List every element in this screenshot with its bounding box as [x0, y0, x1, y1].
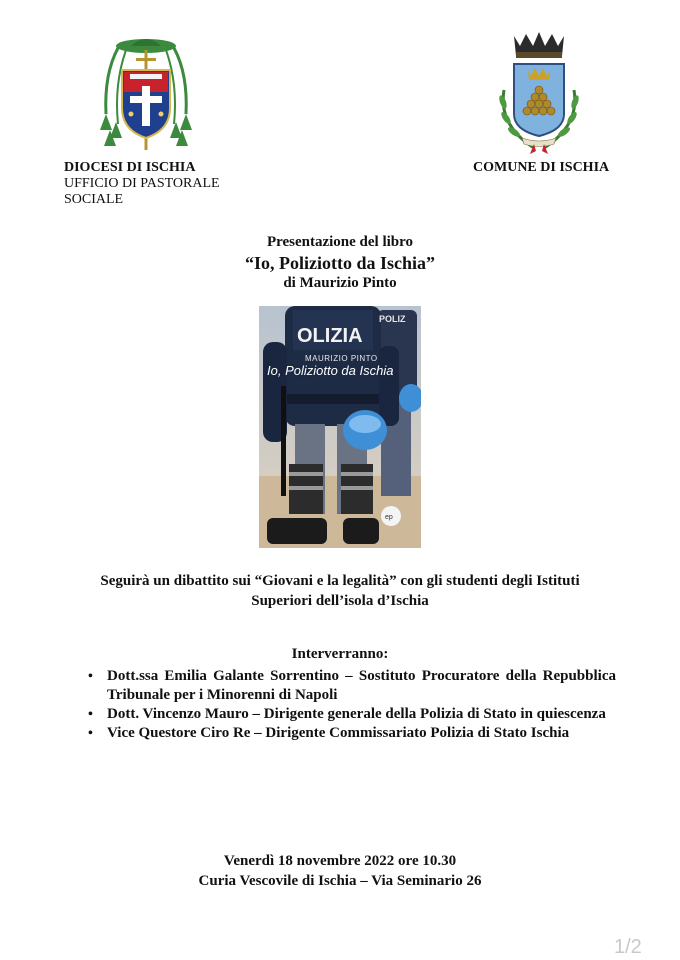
event-location: Curia Vescovile di Ischia – Via Seminario 26	[198, 873, 482, 889]
book-cover	[259, 306, 421, 548]
debate-line2: Superiori dell’isola d’Ischia	[251, 593, 429, 609]
diocese-coat-of-arms	[96, 34, 196, 152]
list-item: • Vice Questore Ciro Re – Dirigente Commissariato Polizia di Stato Ischia	[90, 724, 616, 743]
speakers-list	[90, 667, 616, 743]
presentation-title	[0, 233, 680, 293]
cover-author: MAURIZIO PINTO	[305, 354, 378, 363]
event-details	[0, 851, 680, 891]
debate-announcement	[0, 571, 680, 611]
book-title: “Io, Poliziotto da Ischia”	[244, 253, 435, 273]
svg-text:ep: ep	[385, 514, 393, 521]
comune-name: COMUNE DI ISCHIA	[473, 160, 610, 175]
book-author: di Maurizio Pinto	[283, 275, 397, 291]
vest-lettering-background: POLIZ	[379, 314, 406, 324]
presentation-label: Presentazione del libro	[266, 234, 414, 250]
book-cover-illustration	[259, 306, 421, 548]
comune-coat-of-arms	[496, 30, 582, 158]
debate-line1: Seguirà un dibattito sui “Giovani e la legalità” con gli studenti degli Istituti	[100, 573, 580, 589]
event-datetime: Venerdì 18 novembre 2022 ore 10.30	[223, 853, 457, 869]
page-indicator: 1/2	[614, 936, 642, 958]
vest-lettering: OLIZIA	[297, 325, 363, 347]
list-item: • Dott.ssa Emilia Galante Sorrentino – Sostituto Procuratore della Repubblica Tribunale per i Minorenni di Napoli	[90, 667, 616, 705]
speakers-heading: Interverranno:	[291, 646, 389, 662]
diocese-name: DIOCESI DI ISCHIA	[64, 160, 196, 175]
office-name-line2: SOCIALE	[64, 192, 124, 207]
diocese-header	[64, 160, 220, 208]
office-name-line1: UFFICIO DI PASTORALE	[64, 176, 220, 191]
list-item: • Dott. Vincenzo Mauro – Dirigente generale della Polizia di Stato in quiescenza	[90, 705, 616, 724]
cover-title: Io, Poliziotto da Ischia	[267, 363, 394, 378]
